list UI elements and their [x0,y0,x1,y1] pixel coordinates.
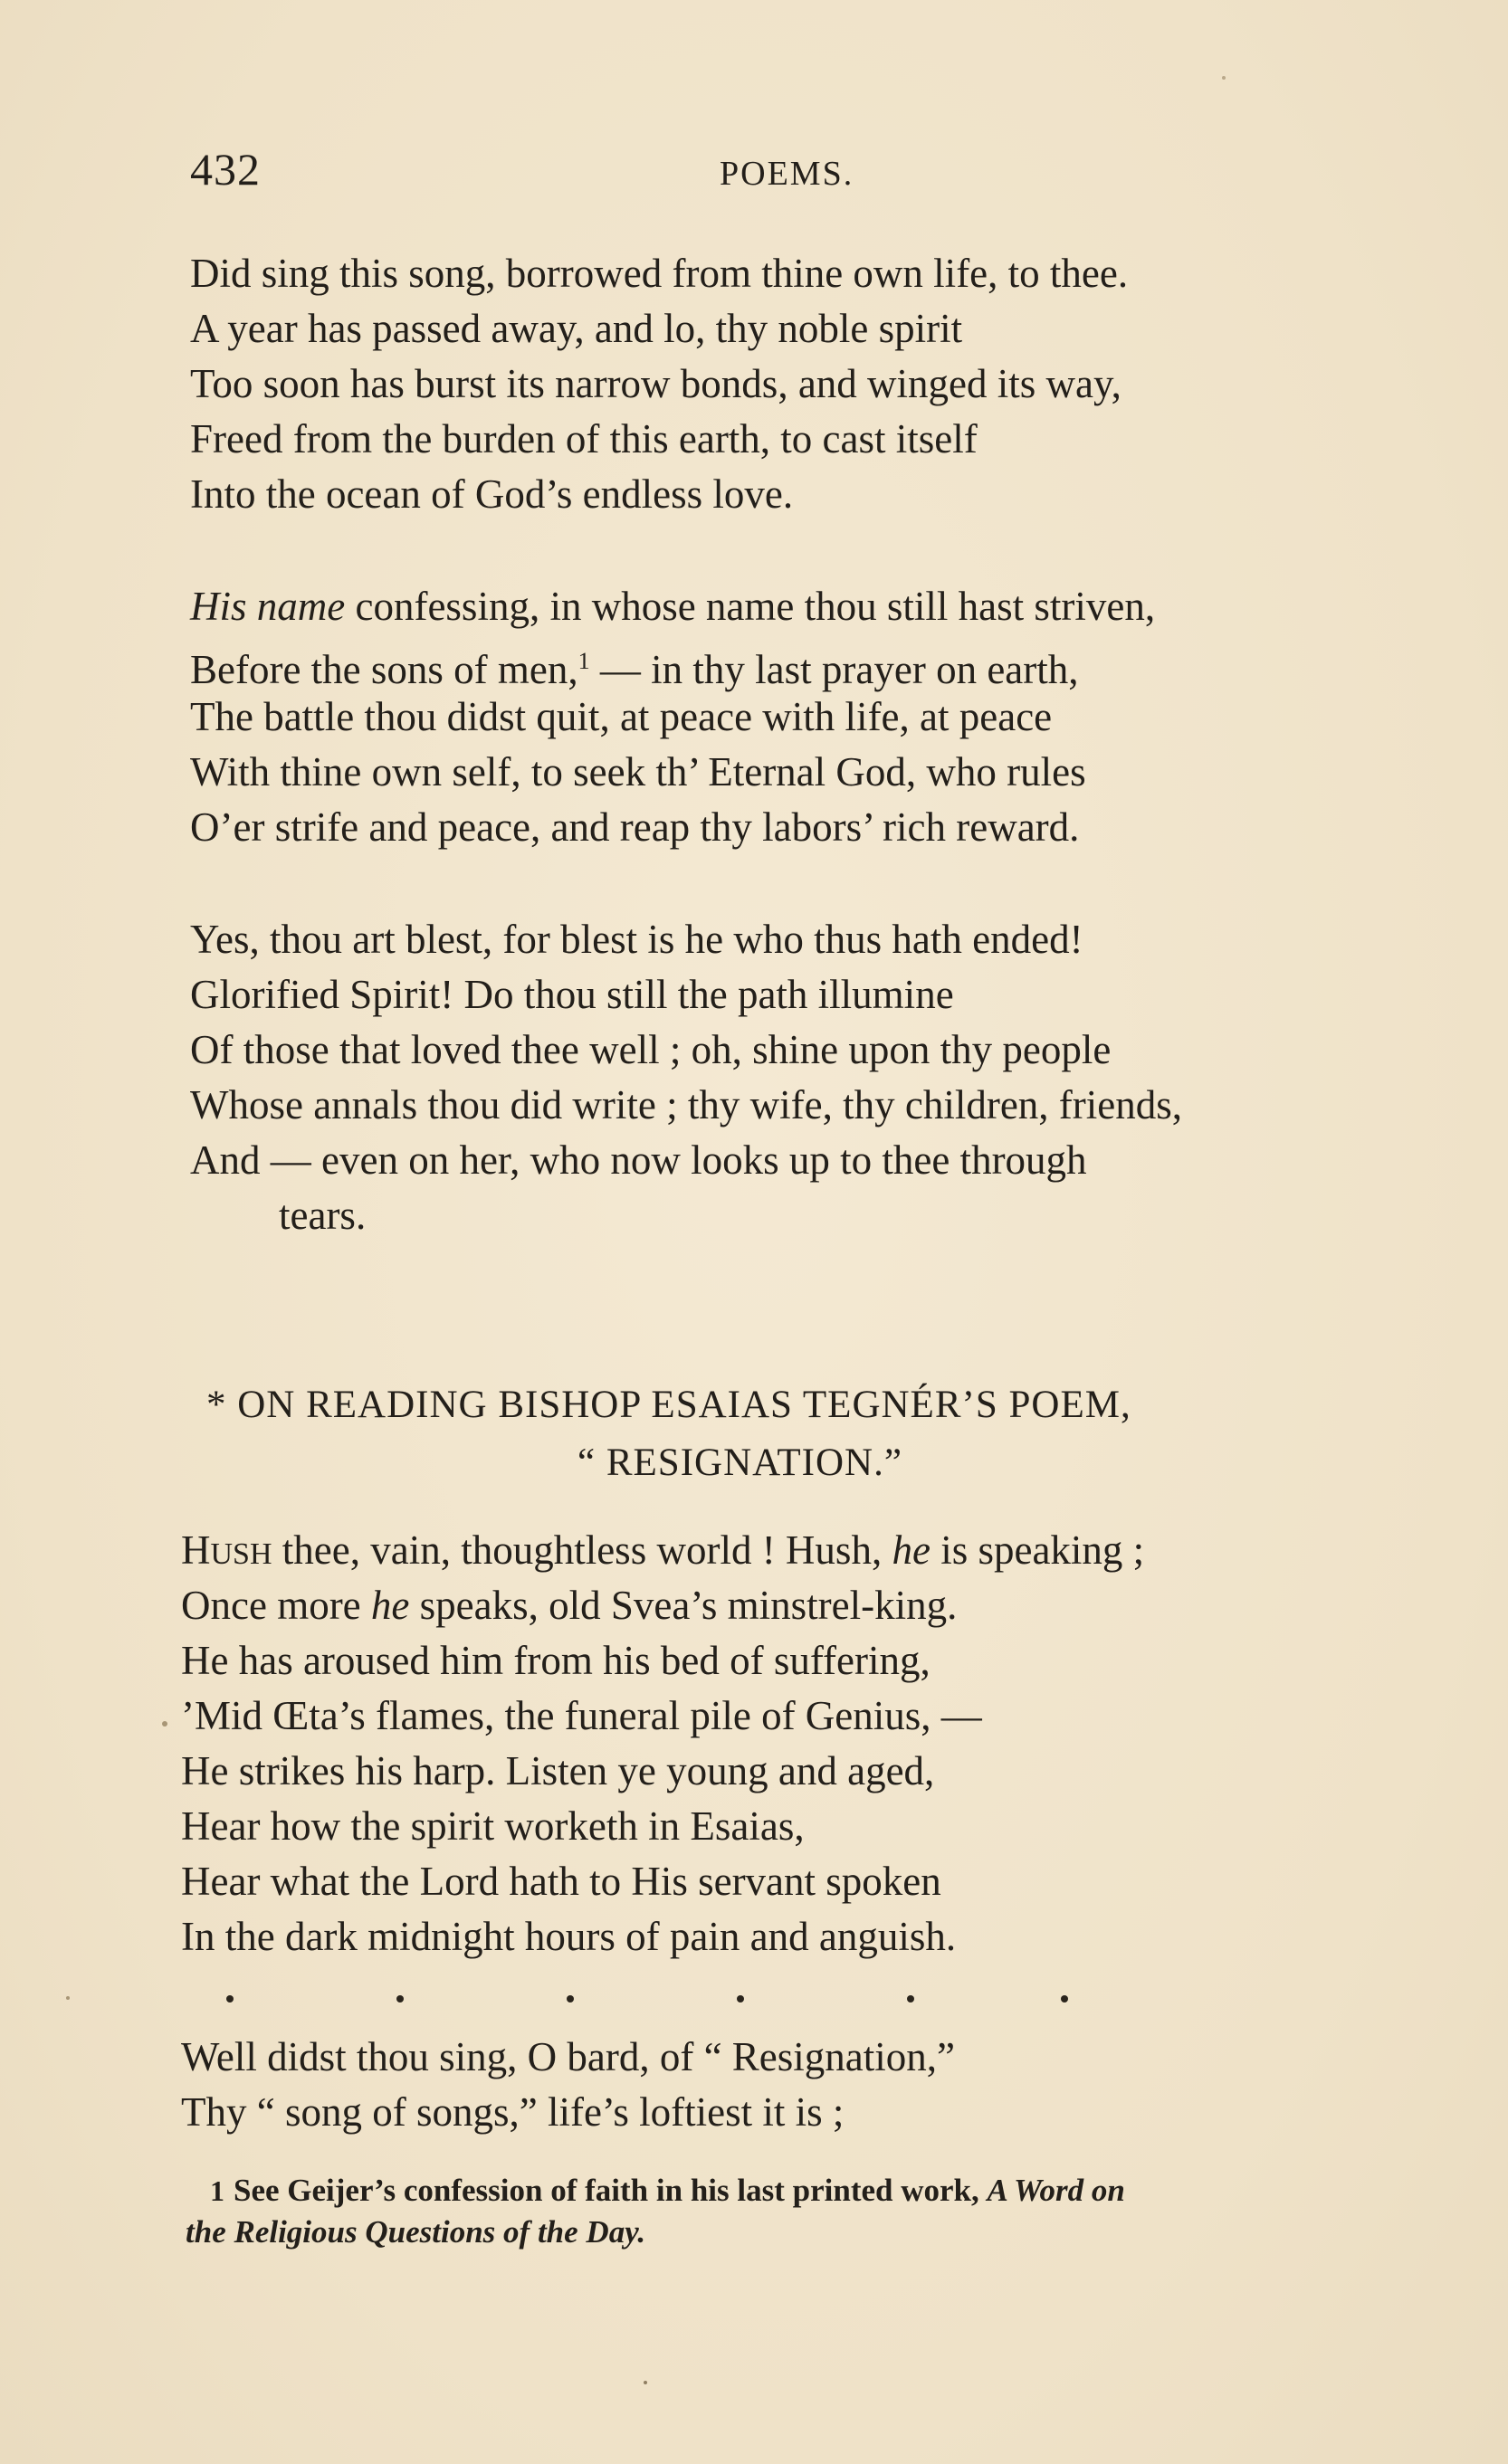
dot [907,1995,914,2003]
verse-line: And — even on her, who now looks up to thee through [190,1137,1087,1183]
verse-line [181,1578,957,1632]
footnote [210,2170,1125,2212]
verse-line: Freed from the burden of this earth, to cast itself [190,416,978,461]
speck [1222,76,1226,80]
verse-line: Thy “ song of songs,” life’s loftiest it is ; [181,2089,845,2135]
verse-line: Of those that loved thee well ; oh, shine upon thy people [190,1027,1112,1072]
verse-turnover: tears. [279,1193,367,1238]
verse-line: Did sing this song, borrowed from thine own life, to thee. [190,251,1129,296]
ellipsis-dots [226,1995,1095,2013]
verse-line: ’Mid Œta’s flames, the funeral pile of Genius, — [181,1693,982,1738]
footnote-text: See Geijer’s confession of faith in his last printed work, [234,2173,979,2208]
verse-line [181,1523,1144,1582]
small-caps-initial: H [181,1527,211,1573]
verse-line: O’er strife and peace, and reap thy labors’ rich reward. [190,804,1080,850]
footnote-title: A Word on [987,2173,1125,2208]
verse-text: speaks, old Svea’s minstrel-king. [409,1583,958,1628]
verse-text: Before the sons of men, [190,647,578,692]
verse-line: Too soon has burst its narrow bonds, and winged its way, [190,361,1121,406]
verse-line [190,634,1079,697]
running-head: POEMS. [720,155,854,193]
dot [226,1995,234,2003]
verse-text: Once more [181,1583,371,1628]
verse-line: Hear what the Lord hath to His servant spoken [181,1859,941,1904]
verse-line: Whose annals thou did write ; thy wife, thy children, friends, [190,1082,1182,1127]
verse-text: — in thy last prayer on earth, [589,647,1079,692]
page-number: 432 [190,144,261,195]
verse-line: With thine own self, to seek th’ Eternal God, who rules [190,749,1086,794]
italic-text: he [892,1527,931,1573]
verse-line: The battle thou didst quit, at peace with life, at peace [190,694,1053,739]
verse-line: Yes, thou art blest, for blest is he who thus hath ended! [190,917,1083,962]
verse-line: In the dark midnight hours of pain and anguish. [181,1914,957,1959]
verse-line: He has aroused him from his bed of suffering, [181,1638,931,1683]
verse-text: thee, vain, thoughtless world ! Hush, [272,1527,892,1573]
verse-text: confessing, in whose name thou still hast striven, [345,584,1156,629]
verse-line: He strikes his harp. Listen ye young and aged, [181,1748,935,1793]
verse-line: Into the ocean of God’s endless love. [190,471,794,517]
verse-line: A year has passed away, and lo, thy noble spirit [190,306,963,351]
footnote-continuation [186,2212,645,2253]
italic-text: His name [190,584,346,629]
poem-title-line-2: “ RESIGNATION.” [577,1441,902,1484]
verse-line: Glorified Spirit! Do thou still the path illumine [190,972,954,1017]
footnote-reference: 1 [577,648,590,674]
dot [737,1995,744,2003]
verse-text: is speaking ; [930,1527,1145,1573]
italic-text: he [370,1583,410,1628]
poem-title-line-1: * ON READING BISHOP ESAIAS TEGNÉR’S POEM, [206,1384,1131,1426]
verse-line [190,579,1155,633]
footnote-title: the Religious Questions of the Day. [186,2214,646,2250]
speck [644,2381,647,2384]
speck [162,1721,167,1727]
page-header [190,143,1367,197]
footnote-number: 1 [210,2174,224,2207]
dot [1061,1995,1068,2003]
small-caps-text: USH [210,1537,272,1571]
verse-line: Well didst thou sing, O bard, of “ Resignation,” [181,2034,955,2079]
dot [396,1995,404,2003]
verse-line: Hear how the spirit worketh in Esaias, [181,1803,805,1849]
dot [567,1995,574,2003]
speck [66,1996,70,2000]
